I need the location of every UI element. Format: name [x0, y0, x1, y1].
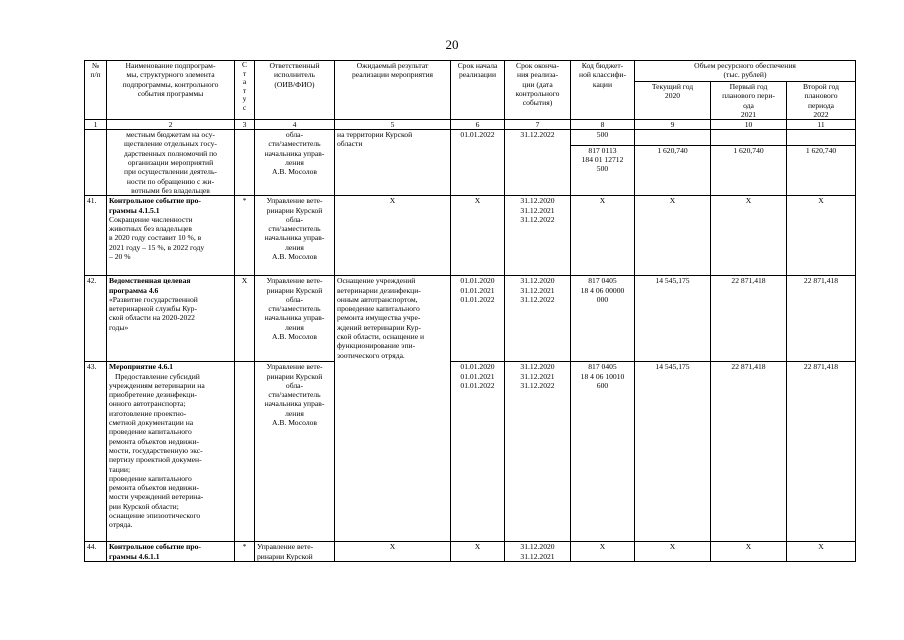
header-budget-code: Код бюджет- ной классифи- кации	[571, 61, 635, 120]
header-year-first: Первый год планового пери- ода 2021	[711, 82, 787, 120]
row-name-bold: Ведомственная целевая программа 4.6	[109, 276, 191, 295]
header-row	[85, 61, 856, 82]
column-number: 2	[107, 120, 235, 130]
row-y2022: 22 871,418	[787, 276, 856, 362]
header-end: Срок оконча- ния реализа- ции (дата контрольного события)	[505, 61, 571, 120]
row-code: 817 0405 18 4 06 00000 000	[571, 276, 635, 362]
row-responsible: Управление вете- ринарии Курской обла- сти/заместитель начальника управ- ления А.В. Мосолов	[255, 276, 335, 362]
row-expected: Х	[335, 542, 451, 562]
row-responsible: обла- сти/заместитель начальника управ- ления А.В. Мосолов	[255, 130, 335, 196]
row-name: местным бюджетам на осу- ществление отдельных госу- дарственных полномочий по организации мероприятий при осуществлении деятель- ности по обращению с жи- вотными без владельцев	[107, 130, 235, 196]
header-num: № п/п	[85, 61, 107, 120]
program-table	[84, 60, 856, 562]
row-start: Х	[451, 542, 505, 562]
row-responsible: Управление вете- ринарии Курской обла- сти/заместитель начальника управ- ления А.В. Мосолов	[255, 196, 335, 276]
row-y2021: 22 871,418	[711, 362, 787, 542]
row-end: 31.12.2020 31.12.2021 31.12.2022	[505, 362, 571, 542]
row-y2021: 22 871,418	[711, 276, 787, 362]
row-y2020-a	[635, 130, 711, 145]
header-start: Срок начала реализации	[451, 61, 505, 120]
row-start: 01.01.2020 01.01.2021 01.01.2022	[451, 362, 505, 542]
row-y2021: Х	[711, 542, 787, 562]
row-responsible: Управление вете- ринарии Курской обла- сти/заместитель начальника управ- ления А.В. Мосолов	[255, 362, 335, 542]
row-y2021: Х	[711, 196, 787, 276]
row-name-bold: Контрольное событие про- граммы 4.6.1.1	[107, 542, 235, 562]
row-code-b: 817 0113 184 01 12712 500	[571, 145, 635, 196]
row-name: Предоставление субсидий учреждениям ветеринарии на приобретение дезинфекци- онного автотранспорта; изготовление проектно- сметной документации на проведение капитального ремонта объектов недвижи- мости, государственную экс- пертизу проектной докумен- тации; проведение капитального ремонта объектов недвижи- мости учреждений ветерина- рии Курской области; оснащение эпизоотического отряда.	[109, 371, 205, 530]
column-number: 10	[711, 120, 787, 130]
row-name-cell	[107, 276, 235, 362]
header-responsible: Ответственный исполнитель (ОИВ/ФИО)	[255, 61, 335, 120]
column-number: 3	[235, 120, 255, 130]
row-status: Х	[235, 276, 255, 362]
header-resources: Объем ресурсного обеспечения (тыс. рублей)	[635, 61, 856, 82]
row-y2022-a	[787, 130, 856, 145]
row-start: 01.01.2022	[451, 130, 505, 196]
row-name-cell	[107, 362, 235, 542]
row-y2020: 14 545,175	[635, 362, 711, 542]
row-num: 42.	[85, 276, 107, 362]
row-y2021-a	[711, 130, 787, 145]
row-num	[85, 130, 107, 196]
row-end: 31.12.2020 31.12.2021 31.12.2022	[505, 276, 571, 362]
row-y2021: 1 620,740	[711, 145, 787, 196]
row-responsible: Управление вете- ринарии Курской	[255, 542, 335, 562]
table-row-44	[85, 542, 856, 562]
row-status	[235, 130, 255, 196]
column-number: 7	[505, 120, 571, 130]
row-y2020: 1 620,740	[635, 145, 711, 196]
row-y2022: Х	[787, 542, 856, 562]
row-code: Х	[571, 542, 635, 562]
column-number: 6	[451, 120, 505, 130]
row-start: Х	[451, 196, 505, 276]
row-end: 31.12.2020 31.12.2021	[505, 542, 571, 562]
row-y2022: 1 620,740	[787, 145, 856, 196]
row-num: 44.	[85, 542, 107, 562]
row-status: *	[235, 196, 255, 276]
table-row-42	[85, 276, 856, 362]
row-y2020: Х	[635, 196, 711, 276]
row-code-a: 500	[571, 130, 635, 145]
header-year-current: Текущий год 2020	[635, 82, 711, 120]
row-expected: Х	[335, 196, 451, 276]
row-status	[235, 362, 255, 542]
row-status: *	[235, 542, 255, 562]
table-row-43	[85, 362, 856, 542]
column-number: 1	[85, 120, 107, 130]
row-name-bold: Мероприятие 4.6.1	[109, 362, 174, 372]
row-name-cell	[107, 196, 235, 276]
row-end: 31.12.2022	[505, 130, 571, 196]
header-expected: Ожидаемый результат реализации мероприятия	[335, 61, 451, 120]
header-status: С т а т у с	[235, 61, 255, 120]
table-row-41	[85, 196, 856, 276]
column-number: 9	[635, 120, 711, 130]
row-start: 01.01.2020 01.01.2021 01.01.2022	[451, 276, 505, 362]
column-number: 4	[255, 120, 335, 130]
row-num: 41.	[85, 196, 107, 276]
row-expected: на территории Курской области	[335, 130, 451, 196]
column-number: 8	[571, 120, 635, 130]
header-name: Наименование подпрограм- мы, структурного элемента подпрограммы, контрольного события программы	[107, 61, 235, 120]
page-number: 20	[445, 37, 459, 52]
row-expected: Оснащение учреждений ветеринарии дезинфекци- онным автотранспортом, проведение капитального ремонта имущества учре- ждений ветеринарии Кур- ской области, оснащение и функционирование эпи- зоотического отряда.	[335, 276, 451, 542]
row-y2020: 14 545,175	[635, 276, 711, 362]
column-number-row	[85, 120, 856, 130]
row-code: 817 0405 18 4 06 10010 600	[571, 362, 635, 542]
row-name: Сокращение численности животных без владельцев в 2020 году составит 10 %, в 2021 году – 15 %, в 2022 году – 20 %	[109, 214, 205, 262]
row-y2020: Х	[635, 542, 711, 562]
header-year-second: Второй год планового периода 2022	[787, 82, 856, 120]
row-name: «Развитие государственной ветеринарной службы Кур- ской области на 2020-2022 годы»	[109, 294, 198, 332]
row-y2022: Х	[787, 196, 856, 276]
row-name-bold: Контрольное событие про- граммы 4.1.5.1	[109, 196, 201, 215]
row-y2022: 22 871,418	[787, 362, 856, 542]
column-number: 11	[787, 120, 856, 130]
column-number: 5	[335, 120, 451, 130]
row-end: 31.12.2020 31.12.2021 31.12.2022	[505, 196, 571, 276]
row-num: 43.	[85, 362, 107, 542]
row-code: Х	[571, 196, 635, 276]
table-row-continued	[85, 130, 856, 145]
